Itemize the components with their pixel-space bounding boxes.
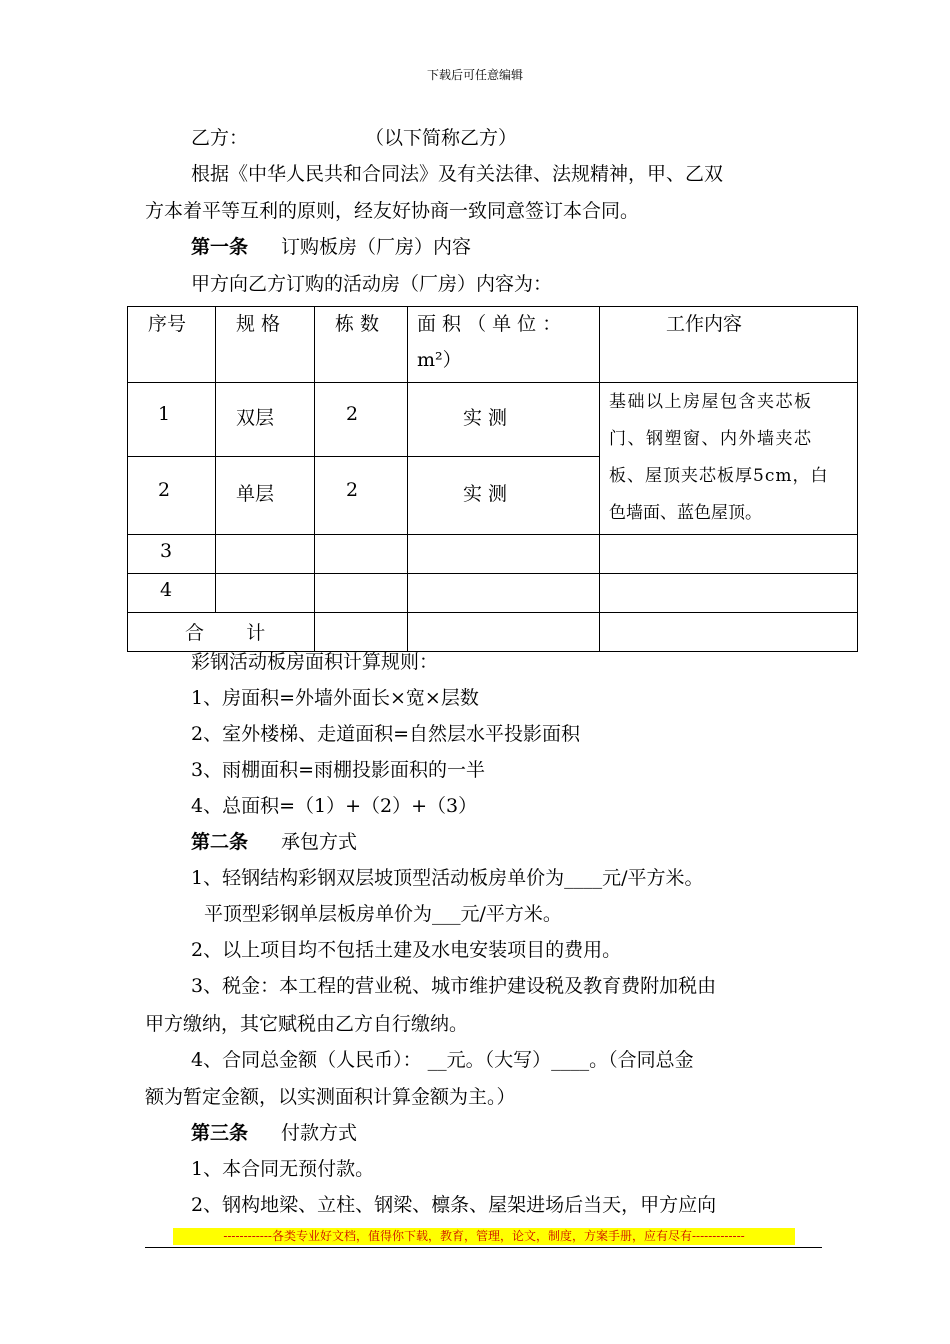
row-spec: 双层 [236,407,275,429]
intro-line-1: 根据《中华人民共和合同法》及有关法律、法规精神，甲、乙双 [191,163,724,185]
row-count: 2 [346,479,359,501]
area-rule-1: 1、房面积=外墙外面长×宽×层数 [191,687,479,709]
header-area-unit: m²） [417,349,462,371]
row-area: 实 测 [463,407,508,429]
work-line-1: 基础以上房屋包含夹芯板 [609,392,813,412]
row-spec: 单层 [236,483,275,505]
header-area: 面 积 （ 单 位 ： [417,313,562,335]
header-work: 工作内容 [666,313,743,335]
article-2-item-4a: 4、合同总金额（人民币）： __元。（大写）____。（合同总金 [191,1049,694,1071]
table-total-row [128,613,858,652]
row-no: 1 [158,403,171,425]
table-header-row [128,307,858,383]
order-table [127,306,858,652]
total-label: 合 计 [185,622,266,644]
table-row [128,574,858,613]
work-line-2: 门、钢塑窗、内外墙夹芯 [609,429,813,449]
article-2-subtitle: 承包方式 [281,831,358,853]
page-header: 下载后可任意编辑 [426,68,523,82]
work-line-4: 色墙面、蓝色屋顶。 [609,503,762,523]
area-rule-3: 3、雨棚面积=雨棚投影面积的一半 [191,759,486,781]
area-rule-2: 2、室外楼梯、走道面积=自然层水平投影面积 [191,723,581,745]
table-row [128,383,858,457]
work-line-3: 板、屋顶夹芯板厚5cm，白 [609,466,829,486]
footer-divider [145,1247,822,1248]
row-no: 4 [160,579,173,601]
article-2-title: 第二条 [191,831,249,853]
article-2-item-1: 1、轻钢结构彩钢双层坡顶型活动板房单价为____元/平方米。 [191,867,704,889]
article-2-item-3a: 3、税金：本工程的营业税、城市维护建设税及教育费附加税由 [191,975,717,997]
article-3-item-1: 1、本合同无预付款。 [191,1158,375,1180]
header-count: 栋 数 [335,313,380,335]
row-area: 实 测 [463,483,508,505]
article-3-subtitle: 付款方式 [281,1122,358,1144]
intro-line-2: 方本着平等互利的原则，经友好协商一致同意签订本合同。 [145,200,640,222]
header-spec: 规 格 [236,313,281,335]
article-2-item-2: 2、以上项目均不包括土建及水电安装项目的费用。 [191,939,622,961]
article-1-title: 第一条 [191,236,249,258]
article-3-title: 第三条 [191,1122,249,1144]
article-1-lead: 甲方向乙方订购的活动房（厂房）内容为： [191,273,553,295]
party-b-label: 乙方： [191,127,249,149]
footer-banner: ------------各类专业好文档，值得你下载，教育，管理，论文，制度，方案手册，应有尽有------------- [173,1228,795,1245]
row-no: 2 [158,479,171,501]
article-2-item-3b: 甲方缴纳，其它赋税由乙方自行缴纳。 [145,1013,469,1035]
area-rule-4: 4、总面积=（1）+（2）+（3） [191,795,478,817]
article-2-item-4b: 额为暂定金额，以实测面积计算金额为主。） [145,1086,516,1108]
article-1-subtitle: 订购板房（厂房）内容 [281,236,472,258]
header-no: 序号 [148,313,187,335]
article-2-item-1b: 平顶型彩钢单层板房单价为___元/平方米。 [204,903,562,925]
row-no: 3 [160,540,173,562]
table-row [128,535,858,574]
party-b-note: （以下简称乙方） [365,127,518,149]
row-count: 2 [346,403,359,425]
article-3-item-2: 2、钢构地梁、立柱、钢梁、檩条、屋架进场后当天，甲方应向 [191,1194,717,1216]
area-rule-title: 彩钢活动板房面积计算规则： [191,651,439,673]
